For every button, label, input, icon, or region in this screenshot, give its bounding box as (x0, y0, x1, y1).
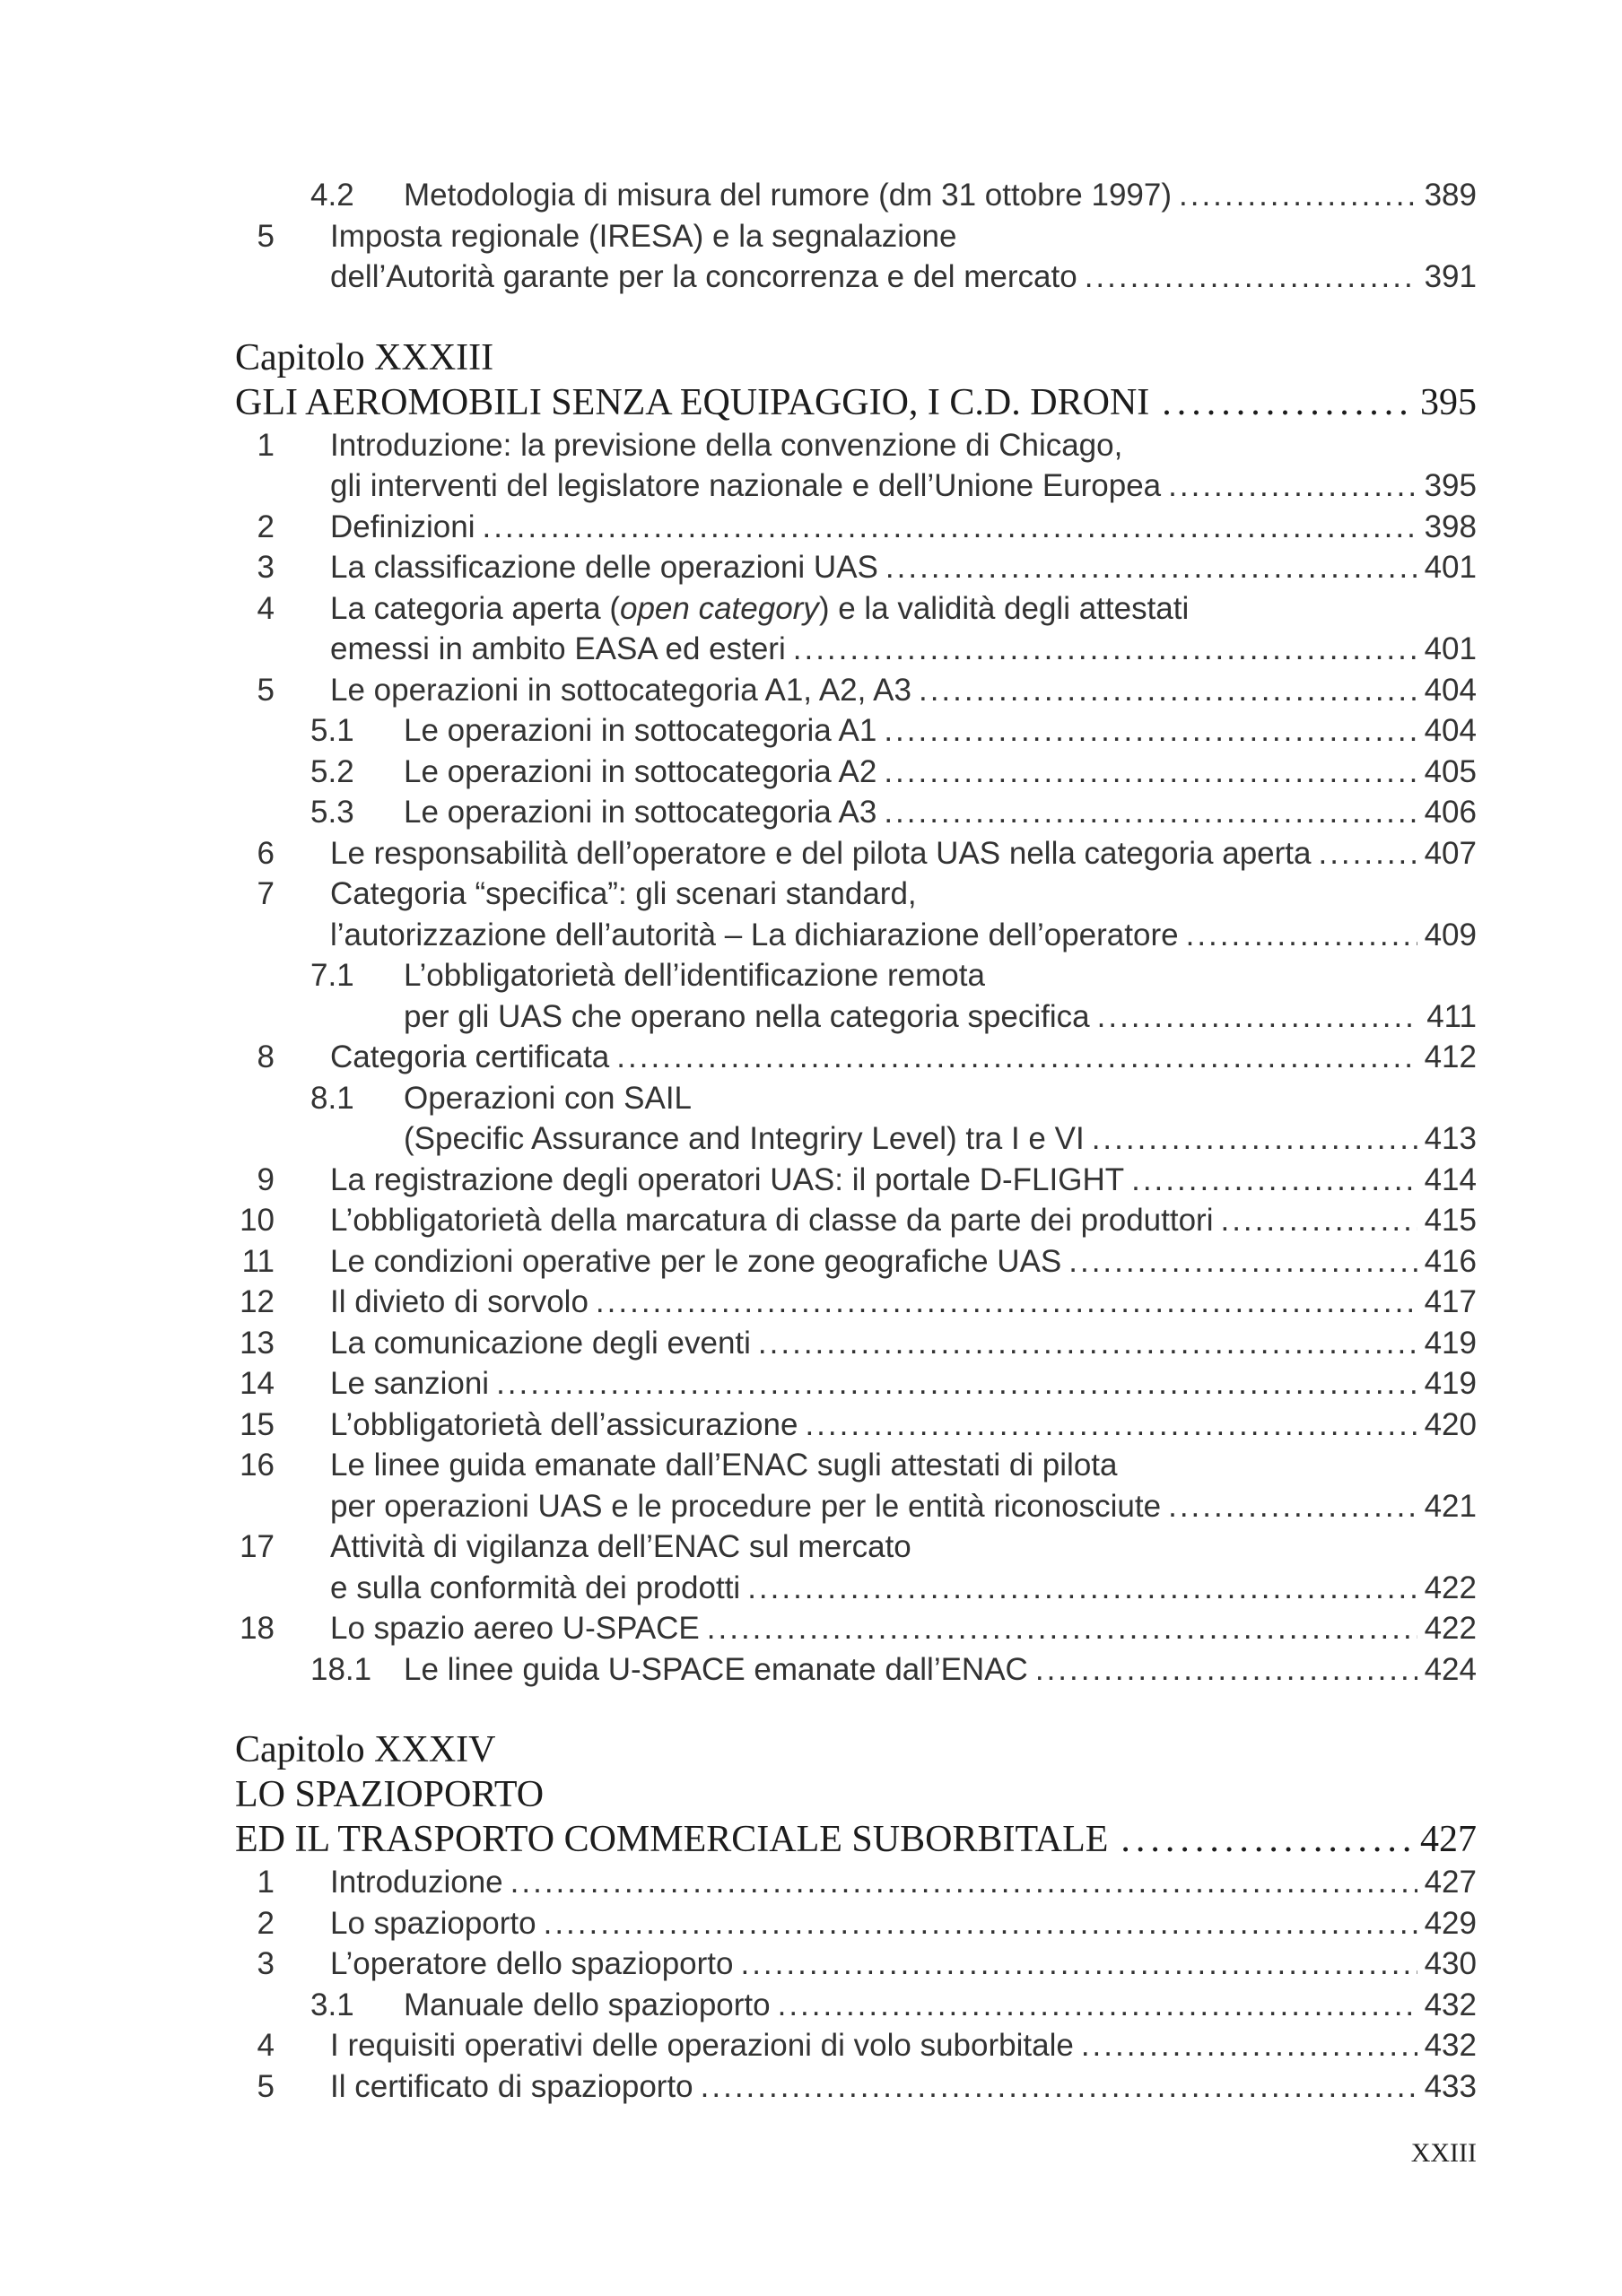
entry-line (404, 955, 1477, 996)
entry-number: 15 (240, 1406, 275, 1442)
entry-number: 4 (257, 590, 275, 626)
entry-page: 404 (1424, 713, 1477, 748)
entry-title: Le linee guida U-SPACE emanate dall’ENAC (404, 1651, 1028, 1687)
entry-title: Le responsabilità dell’operatore e del pilota UAS nella categoria aperta (330, 835, 1312, 871)
dot-leader (1121, 1817, 1411, 1862)
toc-entry (235, 1241, 1477, 1283)
dot-leader (482, 507, 1417, 548)
toc-entry (235, 1608, 1477, 1649)
entry-page: 398 (1424, 509, 1477, 544)
dot-leader (1092, 1118, 1417, 1160)
entry-number: 5 (257, 218, 275, 254)
entry-number: 8 (257, 1039, 275, 1074)
entry-line (330, 1037, 1477, 1078)
chapter-label: Capitolo XXXIII (235, 336, 494, 378)
entry-title: Introduzione: la previsione della convenzione di Chicago, (330, 427, 1123, 463)
entry-page: 432 (1424, 2028, 1477, 2063)
entry-title: Le operazioni in sottocategoria A3 (404, 795, 877, 830)
dot-leader (496, 1363, 1417, 1405)
toc-entry (235, 175, 1477, 216)
entry-page: 395 (1424, 468, 1477, 503)
chapter-title (235, 1772, 1477, 1817)
entry-title: Lo spazio aereo U-SPACE (330, 1611, 700, 1646)
toc-entry (235, 1903, 1477, 1944)
entry-title: Il certificato di spazioporto (330, 2068, 693, 2104)
entry-line (404, 1985, 1477, 2026)
toc-entry (235, 1078, 1477, 1160)
entry-line (404, 1649, 1477, 1691)
entry-title: Operazioni con SAIL (404, 1080, 693, 1116)
dot-leader (740, 1944, 1417, 1985)
entry-title: Le condizioni operative per le zone geografiche UAS (330, 1243, 1062, 1279)
entry-page: 429 (1424, 1905, 1477, 1941)
entry-page: 420 (1424, 1406, 1477, 1442)
entry-line (330, 257, 1477, 298)
entry-line (404, 792, 1477, 833)
entry-number: 7 (257, 876, 275, 911)
entry-line (330, 670, 1477, 711)
entry-line (404, 1078, 1477, 1119)
entry-number: 6 (257, 835, 275, 871)
entry-title: I requisiti operativi delle operazioni di volo suborbitale (330, 2028, 1074, 2063)
entry-line (330, 915, 1477, 956)
entry-title: Lo spazioporto (330, 1905, 536, 1941)
toc-entry (235, 2066, 1477, 2108)
entry-number: 8.1 (310, 1080, 354, 1116)
chapter-section (235, 1727, 1477, 2107)
dot-leader (1068, 1241, 1417, 1283)
entry-title: Metodologia di misura del rumore (dm 31 ottobre 1997) (404, 178, 1172, 213)
entry-number: 2 (257, 509, 275, 544)
toc-entry (235, 670, 1477, 711)
table-of-contents (235, 175, 1477, 2107)
dot-leader (919, 670, 1417, 711)
entry-title: l’autorizzazione dell’autorità – La dichiarazione dell’operatore (330, 917, 1179, 952)
chapter-title (235, 1817, 1477, 1862)
entry-line (330, 1944, 1477, 1985)
entry-title: Le operazioni in sottocategoria A1 (404, 713, 877, 748)
dot-leader (747, 1568, 1417, 1609)
entry-line (330, 1568, 1477, 1609)
entry-page: 411 (1426, 998, 1477, 1034)
entry-title: Categoria “specifica”: gli scenari standard, (330, 876, 917, 911)
entry-line (404, 996, 1477, 1038)
toc-entry (235, 1200, 1477, 1241)
entry-line (330, 2025, 1477, 2066)
dot-leader (1318, 833, 1417, 874)
entry-line (330, 1608, 1477, 1649)
entry-page: 391 (1424, 259, 1477, 294)
toc-entry (235, 1160, 1477, 1201)
entry-page: 412 (1424, 1039, 1477, 1074)
entry-number: 18 (240, 1611, 275, 1646)
entry-line (330, 1241, 1477, 1283)
toc-entry (235, 216, 1477, 298)
entry-page: 432 (1424, 1987, 1477, 2022)
chapter-page: 427 (1420, 1819, 1477, 1860)
entry-number: 3.1 (310, 1987, 354, 2022)
entry-title: Definizioni (330, 509, 475, 544)
dot-leader (1162, 380, 1411, 425)
dot-leader (707, 1608, 1417, 1649)
entry-title: L’obbligatorietà dell’identificazione remota (404, 958, 985, 993)
dot-leader (885, 547, 1417, 588)
entry-line (330, 425, 1477, 466)
dot-leader (1085, 257, 1417, 298)
entry-page: 424 (1424, 1651, 1477, 1687)
entry-page: 430 (1424, 1946, 1477, 1981)
entry-number: 12 (240, 1284, 275, 1319)
entry-title: (Specific Assurance and Integriry Level) tra I e VI (404, 1121, 1085, 1156)
entry-page: 389 (1424, 178, 1477, 213)
toc-entry (235, 1037, 1477, 1078)
entry-line (404, 710, 1477, 752)
entry-title: Introduzione (330, 1865, 503, 1900)
dot-leader (793, 629, 1417, 670)
toc-entry (235, 792, 1477, 833)
entry-number: 13 (240, 1325, 275, 1361)
entry-number: 5 (257, 2068, 275, 2104)
dot-leader (884, 792, 1417, 833)
entry-title: e sulla conformità dei prodotti (330, 1570, 741, 1605)
entry-number: 5 (257, 672, 275, 708)
dot-leader (1097, 996, 1420, 1038)
page-number: XXIII (1410, 2138, 1477, 2168)
entry-number: 3 (257, 1946, 275, 1981)
entry-line (404, 175, 1477, 216)
entry-title: gli interventi del legislatore nazionale e dell’Unione Europea (330, 468, 1162, 503)
entry-title: La comunicazione degli eventi (330, 1325, 751, 1361)
entry-number: 3 (257, 550, 275, 585)
dot-leader (616, 1037, 1417, 1078)
entry-title: Imposta regionale (IRESA) e la segnalazione (330, 218, 957, 254)
entry-title: Il divieto di sorvolo (330, 1284, 589, 1319)
entry-line (330, 2066, 1477, 2108)
entry-line (330, 588, 1477, 630)
entry-line (330, 874, 1477, 915)
entry-page: 401 (1424, 631, 1477, 666)
dot-leader (1186, 915, 1417, 956)
toc-entry (235, 507, 1477, 548)
chapter-title-text: LO SPAZIOPORTO (235, 1774, 545, 1815)
section-continuation (235, 175, 1477, 298)
dot-leader (701, 2066, 1417, 2108)
entry-number: 14 (240, 1366, 275, 1401)
entry-number: 5.1 (310, 713, 354, 748)
entry-page: 422 (1424, 1570, 1477, 1605)
dot-leader (884, 752, 1417, 793)
entry-title: L’obbligatorietà dell’assicurazione (330, 1406, 798, 1442)
entry-title: dell’Autorità garante per la concorrenza e del mercato (330, 259, 1077, 294)
entry-number: 4 (257, 2028, 275, 2063)
entry-line (330, 1486, 1477, 1527)
entry-title: La categoria aperta (open category) e la validità degli attestati (330, 590, 1190, 626)
toc-entry (235, 1526, 1477, 1608)
entry-number: 5.3 (310, 795, 354, 830)
toc-entry (235, 833, 1477, 874)
dot-leader (1179, 175, 1417, 216)
entry-page: 414 (1424, 1161, 1477, 1197)
entry-line (330, 833, 1477, 874)
entry-page: 419 (1424, 1325, 1477, 1361)
toc-entry (235, 1405, 1477, 1446)
dot-leader (778, 1985, 1417, 2026)
entry-line (404, 1118, 1477, 1160)
entry-number: 4.2 (310, 178, 354, 213)
entry-title: L’obbligatorietà della marcatura di classe da parte dei produttori (330, 1203, 1214, 1238)
entry-title: La registrazione degli operatori UAS: il portale D-FLIGHT (330, 1161, 1125, 1197)
toc-entry (235, 2025, 1477, 2066)
chapter-title (235, 380, 1477, 425)
chapter-title-text: ED IL TRASPORTO COMMERCIALE SUBORBITALE (235, 1819, 1109, 1860)
toc-entry (235, 1944, 1477, 1985)
entry-line (330, 507, 1477, 548)
entry-page: 406 (1424, 795, 1477, 830)
entry-number: 17 (240, 1529, 275, 1564)
toc-entry (235, 710, 1477, 752)
dot-leader (1220, 1200, 1417, 1241)
entry-number: 7.1 (310, 958, 354, 993)
entry-line (330, 1160, 1477, 1201)
entry-page: 421 (1424, 1488, 1477, 1524)
entry-page: 427 (1424, 1865, 1477, 1900)
entry-number: 2 (257, 1905, 275, 1941)
dot-leader (1168, 1486, 1417, 1527)
entry-page: 422 (1424, 1611, 1477, 1646)
entry-page: 401 (1424, 550, 1477, 585)
entry-line (330, 1445, 1477, 1486)
entry-number: 18.1 (310, 1651, 372, 1687)
entry-title: per gli UAS che operano nella categoria specifica (404, 998, 1090, 1034)
entry-page: 413 (1424, 1121, 1477, 1156)
entry-title: emessi in ambito EASA ed esteri (330, 631, 786, 666)
toc-entry (235, 425, 1477, 507)
entry-line (330, 1903, 1477, 1944)
dot-leader (596, 1282, 1417, 1323)
entry-page: 415 (1424, 1203, 1477, 1238)
entry-page: 433 (1424, 2068, 1477, 2104)
dot-leader (805, 1405, 1417, 1446)
entry-line (330, 1363, 1477, 1405)
entry-page: 409 (1424, 917, 1477, 952)
dot-leader (758, 1323, 1417, 1364)
entry-number: 9 (257, 1161, 275, 1197)
chapter-section (235, 335, 1477, 1691)
chapter-title-text: GLI AEROMOBILI SENZA EQUIPAGGIO, I C.D. DRONI (235, 381, 1150, 423)
entry-number: 1 (257, 427, 275, 463)
entry-page: 419 (1424, 1366, 1477, 1401)
entry-line (330, 465, 1477, 507)
entry-number: 1 (257, 1865, 275, 1900)
entry-page: 405 (1424, 753, 1477, 789)
entry-title: Attività di vigilanza dell’ENAC sul mercato (330, 1529, 911, 1564)
toc-entry (235, 1445, 1477, 1526)
dot-leader (1168, 465, 1417, 507)
entry-title: Le operazioni in sottocategoria A2 (404, 753, 877, 789)
dot-leader (544, 1903, 1417, 1944)
toc-entry (235, 955, 1477, 1037)
entry-title: Le linee guida emanate dall’ENAC sugli attestati di pilota (330, 1448, 1118, 1483)
toc-entry (235, 1649, 1477, 1691)
toc-entry (235, 874, 1477, 955)
entry-number: 11 (241, 1243, 275, 1279)
entry-line (330, 1526, 1477, 1568)
entry-title: Categoria certificata (330, 1039, 610, 1074)
entry-page: 404 (1424, 672, 1477, 708)
entry-page: 416 (1424, 1243, 1477, 1279)
toc-entry (235, 1363, 1477, 1405)
entry-page: 417 (1424, 1284, 1477, 1319)
toc-entry (235, 1862, 1477, 1903)
entry-title: Le sanzioni (330, 1366, 490, 1401)
entry-page: 407 (1424, 835, 1477, 871)
chapter-page: 395 (1420, 381, 1477, 423)
entry-line (330, 1282, 1477, 1323)
toc-entry (235, 547, 1477, 588)
toc-entry (235, 1323, 1477, 1364)
entry-line (330, 1405, 1477, 1446)
entry-line (330, 216, 1477, 257)
entry-title: Le operazioni in sottocategoria A1, A2, A3 (330, 672, 911, 708)
toc-entry (235, 1985, 1477, 2026)
dot-leader (1131, 1160, 1417, 1201)
entry-title: La classificazione delle operazioni UAS (330, 550, 878, 585)
dot-leader (884, 710, 1417, 752)
dot-leader (1081, 2025, 1417, 2066)
toc-entry (235, 1282, 1477, 1323)
dot-leader (510, 1862, 1417, 1903)
entry-line (330, 1200, 1477, 1241)
entry-number: 10 (240, 1203, 275, 1238)
entry-line (330, 1862, 1477, 1903)
entry-line (330, 547, 1477, 588)
entry-title: per operazioni UAS e le procedure per le entità riconosciute (330, 1488, 1162, 1524)
entry-number: 5.2 (310, 753, 354, 789)
toc-entry (235, 752, 1477, 793)
entry-title: Manuale dello spazioporto (404, 1987, 771, 2022)
entry-line (404, 752, 1477, 793)
entry-line (330, 1323, 1477, 1364)
entry-title: L’operatore dello spazioporto (330, 1946, 734, 1981)
dot-leader (1035, 1649, 1417, 1691)
entry-number: 16 (240, 1448, 275, 1483)
entry-line (330, 629, 1477, 670)
toc-entry (235, 588, 1477, 670)
chapter-label: Capitolo XXXIV (235, 1729, 496, 1770)
